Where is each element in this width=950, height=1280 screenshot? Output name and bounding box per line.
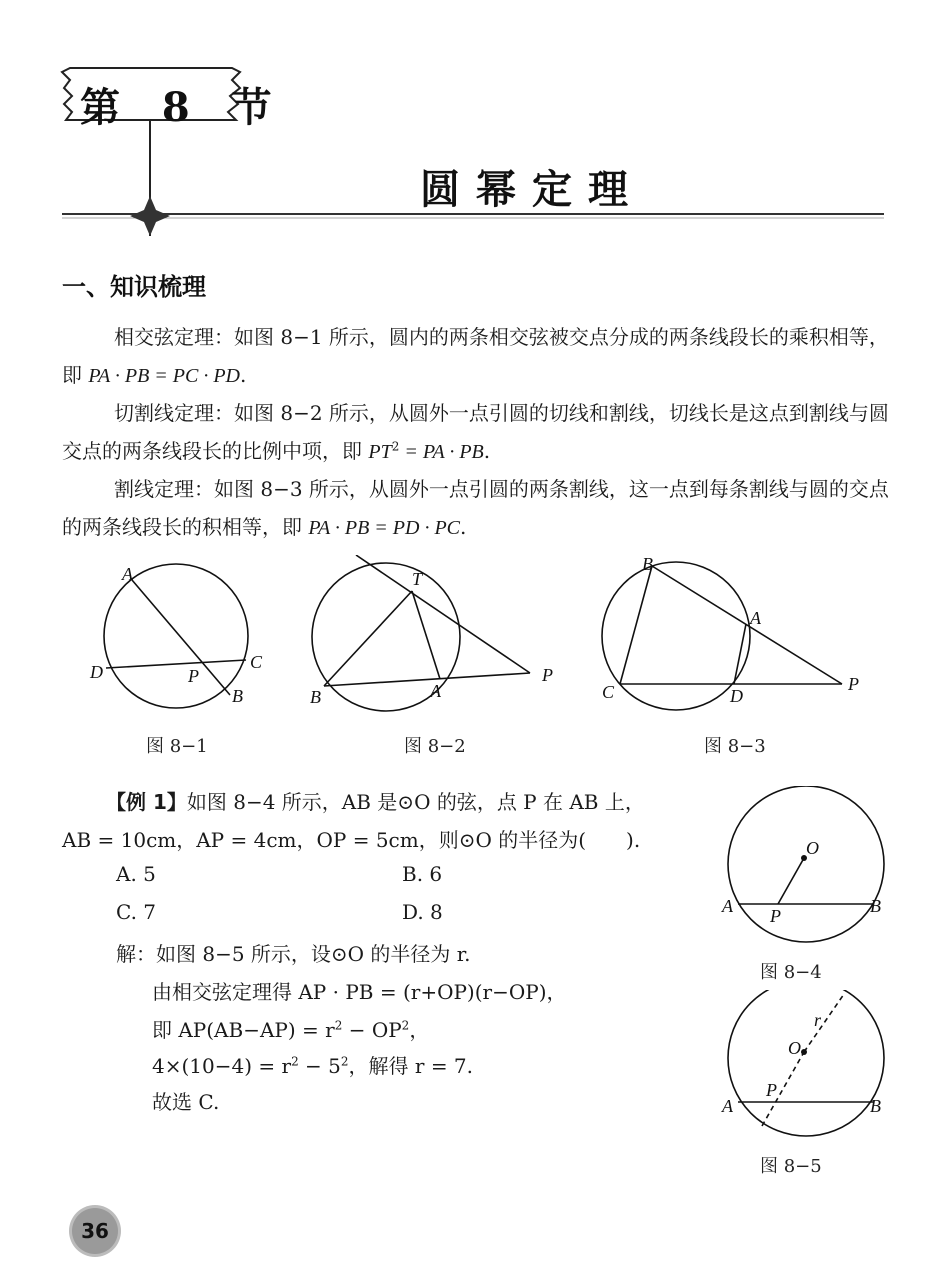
caption-8-4: 图 8−4 [760,962,822,983]
segment-bt [324,591,412,686]
theorem-name: 割线定理 [114,477,194,501]
circle [104,564,248,708]
figure-8-2 [300,555,570,715]
solution-line-5: 故选 C. [152,1090,220,1114]
tangent-line [356,555,530,673]
circle [728,786,884,942]
label-c: C [250,652,263,672]
example-tag: 【例 1】 [106,790,187,814]
theorem-formula: PT [368,441,392,463]
label-b: B [310,687,321,707]
caption-8-2: 图 8−2 [404,736,466,757]
figure-8-1 [80,560,280,720]
theorem-tangent-secant: 切割线定理：如图 8−2 所示，从圆外一点引圆的切线和割线，切线长是这点到割线与圆交点的两条线段长的比例中项，即 $PT^2$ = PA · PB. [62,401,889,463]
option-a: A. 5 [116,862,156,886]
label-c: C [602,682,615,702]
label-p: P [542,665,553,685]
figure-8-4 [716,786,906,946]
label-r: r [814,1010,822,1030]
page-number: 36 [72,1208,118,1254]
option-c: C. 7 [116,900,157,924]
theorem-formula: PA · PB = PD · PC [308,517,460,539]
circle [602,562,750,710]
option-b: B. 6 [402,862,443,886]
theorem-body: ：如图 8−2 所示，从圆外一点引圆的切线和割线，切线长是这点到割线与圆交点的两条线段长的比例中项，即 [62,401,889,463]
label-a: A [122,564,133,584]
label-b: B [870,896,881,916]
page-title: 圆幂定理 [420,167,644,213]
secant-line [324,673,530,686]
segment-ad [734,624,746,684]
label-p: P [188,666,199,686]
option-d: D. 8 [402,900,443,924]
label-p: P [766,1080,777,1100]
star-ornament [130,196,170,236]
label-a: A [722,896,733,916]
label-o: O [806,838,819,858]
segment-ta [412,591,440,679]
radius-r [804,994,844,1052]
center-point [801,1049,807,1055]
segment-bc [620,566,652,684]
theorem-body: ：如图 8−1 所示，圆内的两条相交弦被交点分成的两条线段长的乘积相等，即 [62,325,889,387]
theorem-formula: = PA · PB [399,441,484,463]
chord-cd [106,660,246,668]
label-d: D [90,662,103,682]
theorem-intersecting-chords: 相交弦定理：如图 8−1 所示，圆内的两条相交弦被交点分成的两条线段长的乘积相等，即 PA · PB = PC · PD. [62,325,889,387]
theorem-name: 相交弦定理 [114,325,214,349]
theorem-secant: 割线定理：如图 8−3 所示，从圆外一点引圆的两条割线，这一点到每条割线与圆的交点的两条线段长的积相等，即 PA · PB = PD · PC. [62,477,889,539]
caption-8-3: 图 8−3 [704,736,766,757]
label-b: B [870,1096,881,1116]
circle [728,990,884,1136]
label-a: A [722,1096,733,1116]
theorem-name: 切割线定理 [114,401,214,425]
label-o: O [788,1038,801,1058]
caption-8-5: 图 8−5 [760,1156,822,1177]
solution-line-3: 即 $AP(AB-AP) = r^2 - OP^2$， [152,1018,430,1042]
theorem-formula: PA · PB = PC · PD [88,365,240,387]
solution-line-4: $4\times(10-4) = r^2 - 5^2$，解得 r = 7. [152,1054,474,1078]
label-p: P [770,906,781,926]
label-p: P [848,674,859,694]
label-a: A [750,608,761,628]
chord-ab [132,580,230,695]
label-t: T [412,569,423,589]
section-badge: 第 8 节 [80,84,286,131]
figure-8-5 [716,990,906,1150]
figure-8-3 [590,552,870,712]
example-question-line-1: 【例 1】如图 8−4 所示，AB 是⊙O 的弦，点 P 在 AB 上， [106,790,645,814]
section-heading: 一、知识梳理 [62,273,206,301]
solution-line-1: 解：如图 8−5 所示，设⊙O 的半径为 r. [116,942,471,966]
segment-op [778,858,804,904]
theorem-body: ：如图 8−3 所示，从圆外一点引圆的两条割线，这一点到每条割线与圆的交点的两条线段长的积相等，即 [62,477,889,539]
secant-bp [652,566,842,684]
caption-8-1: 图 8−1 [146,736,208,757]
solution-line-2: 由相交弦定理得 AP · PB = (r+OP)(r−OP)， [152,980,567,1004]
label-a: A [430,681,441,701]
label-d: D [730,686,743,706]
label-b: B [642,554,653,574]
example-question-line-2: AB = 10cm，AP = 4cm，OP = 5cm，则⊙O 的半径为( ). [62,828,641,852]
label-b: B [232,686,243,706]
